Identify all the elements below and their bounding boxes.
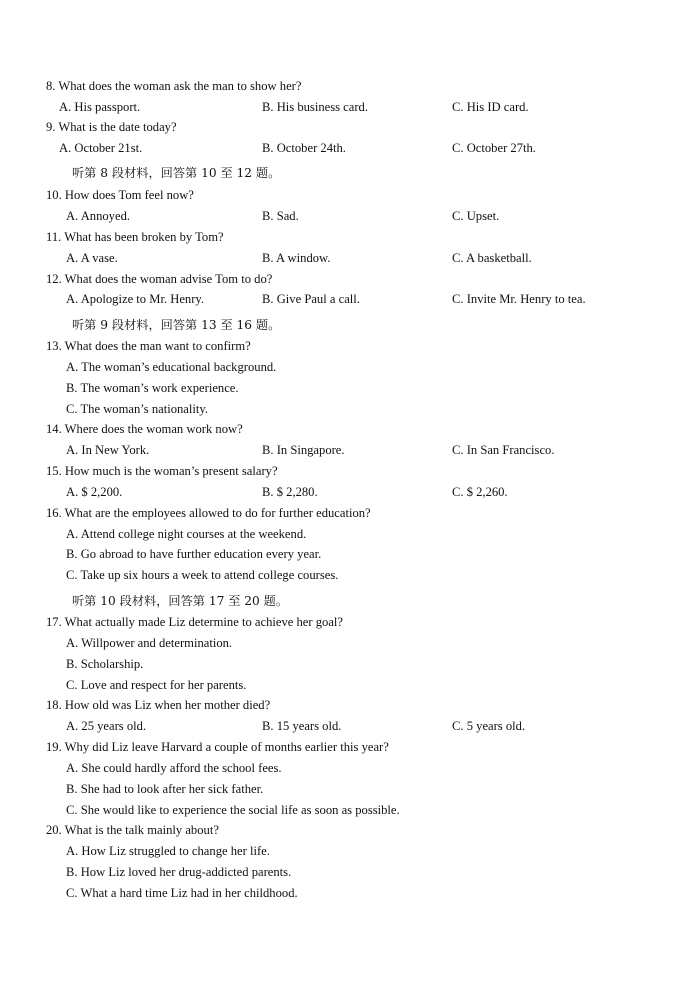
option-c: C. Invite Mr. Henry to tea. (452, 292, 586, 306)
question-stem: 11. What has been broken by Tom? (46, 230, 224, 244)
section-instruction: 听第 8 段材料，回答第 10 至 12 题。 (72, 166, 281, 180)
option-c: C. $ 2,260. (452, 485, 508, 499)
question-stem: 17. What actually made Liz determine to achieve her goal? (46, 615, 343, 629)
option-c: C. Upset. (452, 209, 500, 223)
option-a: A. His passport. (59, 100, 141, 114)
option-c: C. In San Francisco. (452, 443, 555, 457)
option-c: C. October 27th. (452, 141, 536, 155)
option-a: A. $ 2,200. (66, 485, 123, 499)
option-c: C. She would like to experience the social life as soon as possible. (66, 803, 400, 817)
option-b: B. Sad. (262, 209, 299, 223)
option-c: C. What a hard time Liz had in her childhood. (66, 886, 298, 900)
option-a: A. Apologize to Mr. Henry. (66, 292, 205, 306)
question-stem: 16. What are the employees allowed to do for further education? (46, 506, 371, 520)
option-a: A. Attend college night courses at the weekend. (66, 527, 307, 541)
option-b: B. October 24th. (262, 141, 346, 155)
question-stem: 13. What does the man want to confirm? (46, 339, 251, 353)
option-b: B. A window. (262, 251, 331, 265)
option-a: A. She could hardly afford the school fees. (66, 761, 282, 775)
option-b: B. 15 years old. (262, 719, 342, 733)
option-b: B. The woman’s work experience. (66, 381, 239, 395)
option-b: B. Give Paul a call. (262, 292, 360, 306)
question-stem: 20. What is the talk mainly about? (46, 823, 219, 837)
option-b: B. $ 2,280. (262, 485, 318, 499)
section-instruction: 听第 10 段材料，回答第 17 至 20 题。 (72, 594, 289, 608)
option-a: A. How Liz struggled to change her life. (66, 844, 270, 858)
question-stem: 9. What is the date today? (46, 120, 177, 134)
option-c: C. Love and respect for her parents. (66, 678, 247, 692)
option-a: A. A vase. (66, 251, 118, 265)
option-c: C. His ID card. (452, 100, 529, 114)
question-stem: 8. What does the woman ask the man to show her? (46, 79, 302, 93)
question-stem: 15. How much is the woman’s present salary? (46, 464, 278, 478)
option-a: A. Willpower and determination. (66, 636, 233, 650)
question-stem: 18. How old was Liz when her mother died? (46, 698, 271, 712)
option-a: A. In New York. (66, 443, 150, 457)
option-c: C. 5 years old. (452, 719, 526, 733)
option-a: A. Annoyed. (66, 209, 131, 223)
question-stem: 12. What does the woman advise Tom to do? (46, 272, 273, 286)
question-stem: 10. How does Tom feel now? (46, 188, 194, 202)
option-b: B. How Liz loved her drug-addicted parents. (66, 865, 292, 879)
option-c: C. A basketball. (452, 251, 532, 265)
option-a: A. 25 years old. (66, 719, 147, 733)
question-stem: 14. Where does the woman work now? (46, 422, 243, 436)
option-c: C. The woman’s nationality. (66, 402, 209, 416)
option-b: B. In Singapore. (262, 443, 345, 457)
option-a: A. The woman’s educational background. (66, 360, 277, 374)
question-stem: 19. Why did Liz leave Harvard a couple of months earlier this year? (46, 740, 389, 754)
option-b: B. She had to look after her sick father. (66, 782, 264, 796)
option-b: B. His business card. (262, 100, 368, 114)
option-b: B. Scholarship. (66, 657, 144, 671)
section-instruction: 听第 9 段材料，回答第 13 至 16 题。 (72, 318, 281, 332)
option-c: C. Take up six hours a week to attend college courses. (66, 568, 339, 582)
option-a: A. October 21st. (59, 141, 143, 155)
option-b: B. Go abroad to have further education every year. (66, 547, 322, 561)
